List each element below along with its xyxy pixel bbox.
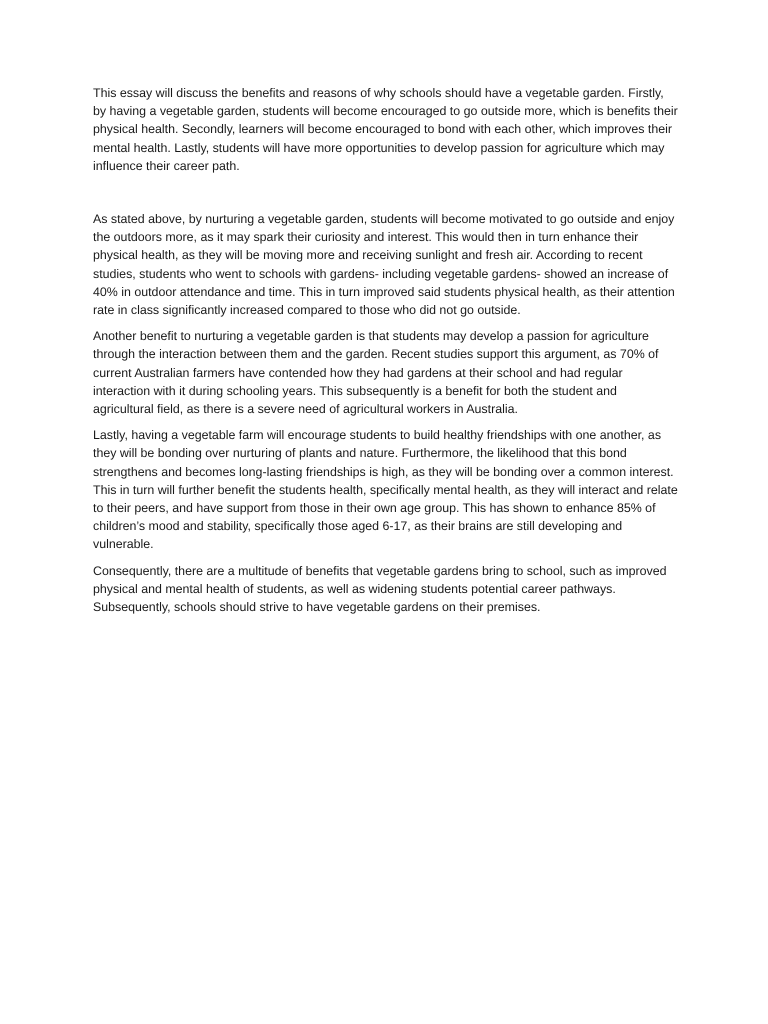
paragraph-introduction: This essay will discuss the benefits and reasons of why schools should have a vegetable garden. Firstly, by having a vegetable garden, students will become encouraged to go outside more, which is benefits their physical health. Secondly, learners will become encouraged to bond with each other, which improves their mental health. Lastly, students will have more opportunities to develop passion for agriculture which may influence their career path.	[93, 86, 678, 173]
paragraph-friendships: Lastly, having a vegetable farm will encourage students to build healthy friendships with one another, as they will be bonding over nurturing of plants and nature. Furthermore, the likelihood that this bond strengthens and becomes long-lasting friendships is high, as they will be bonding over a common interest. This in turn will further benefit the students health, specifically mental health, as they will interact and relate to their peers, and have support from those in their own age group. This has shown to enhance 85% of children’s mood and stability, specifically those aged 6-17, as their brains are still developing and vulnerable.	[93, 428, 678, 552]
paragraph-agriculture: Another benefit to nurturing a vegetable garden is that students may develop a passion for agriculture through the interaction between them and the garden. Recent studies support this argument, as 70% of current Australian farmers have contended how they had gardens at their school and had regular interaction with it during schooling years. This subsequently is a benefit for both the student and agricultural field, as there is a severe need of agricultural workers in Australia.	[93, 329, 659, 417]
paragraph-physical-health: As stated above, by nurturing a vegetable garden, students will become motivated to go outside and enjoy the outdoors more, as it may spark their curiosity and interest. This would then in turn enhance their physical health, as they will be moving more and receiving sunlight and fresh air. According to recent studies, students who went to schools with gardens- including vegetable gardens- showed an increase of 40% in outdoor attendance and time. This in turn improved said students physical health, as their attention rate in class significantly increased compared to those who did not go outside.	[93, 212, 675, 318]
paragraph-conclusion: Consequently, there are a multitude of benefits that vegetable gardens bring to school, such as improved physical and mental health of students, as well as widening students potential career pathways. Subsequently, schools should strive to have vegetable gardens on their premises.	[93, 563, 667, 615]
essay-body	[93, 84, 678, 624]
